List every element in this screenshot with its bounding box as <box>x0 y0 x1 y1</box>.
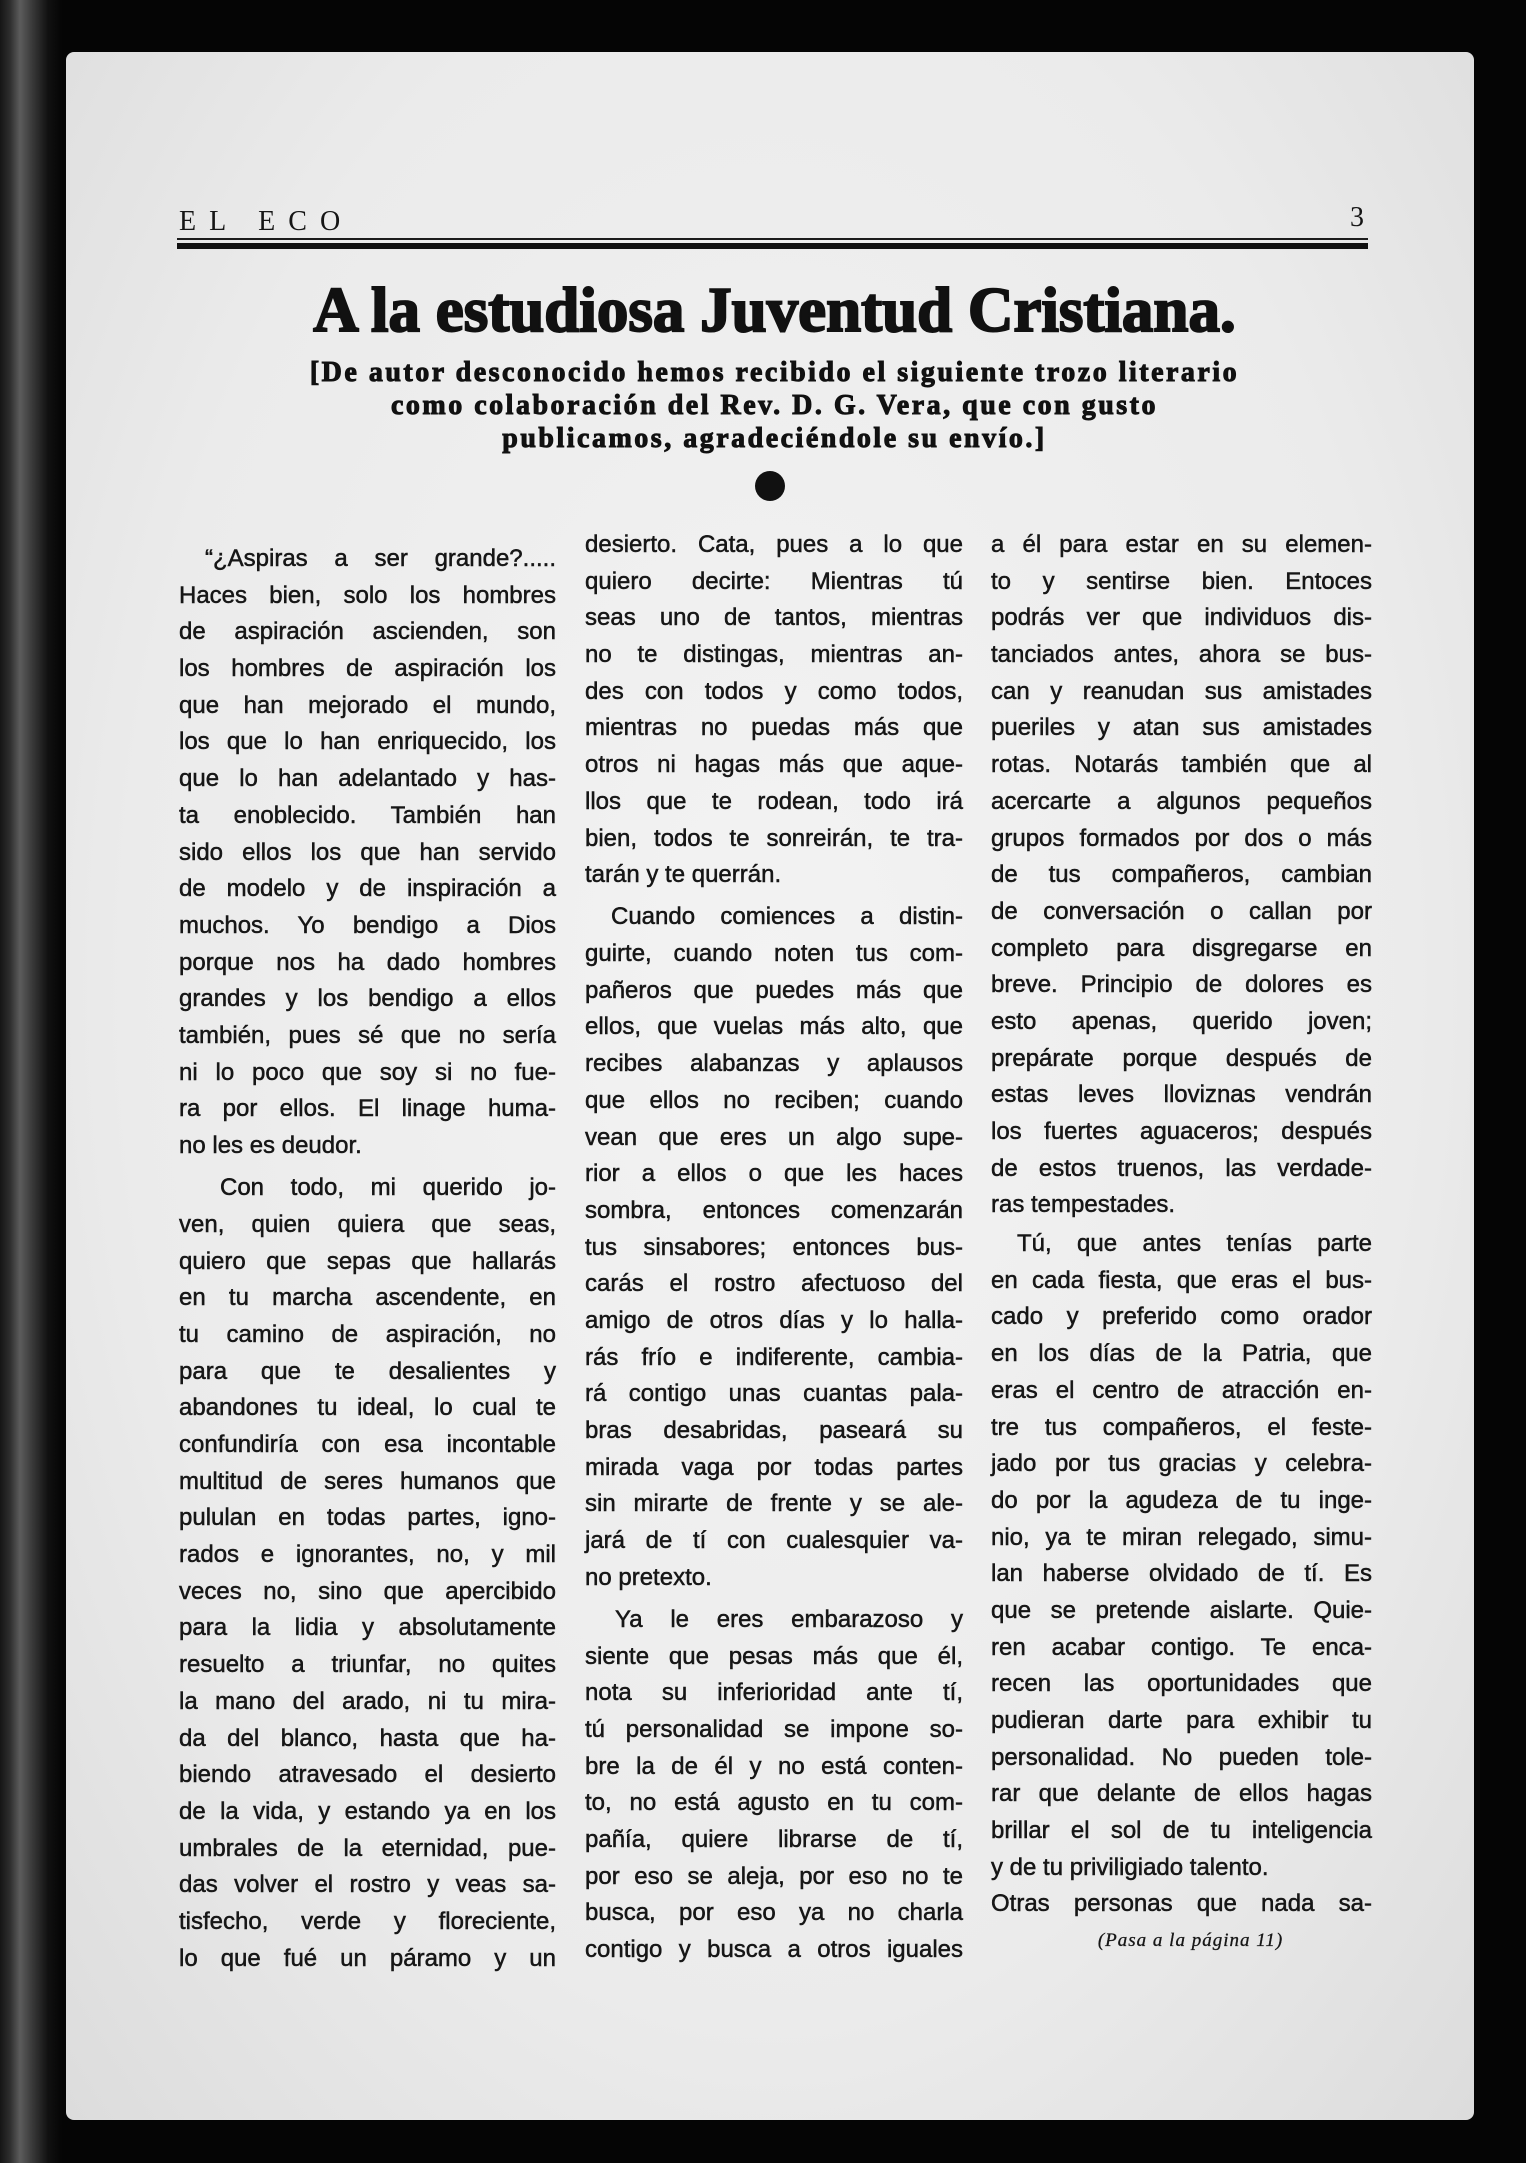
text-line: lo que fué un páramo y un <box>179 1944 556 1972</box>
text-line: ellos, que vuelas más alto, que <box>585 1013 963 1041</box>
text-line: rás frío e indiferente, cambia- <box>585 1343 963 1371</box>
text-line: prepárate porque después de <box>991 1044 1372 1072</box>
text-line: rar que delante de ellos hagas <box>991 1780 1372 1808</box>
text-line: los hombres de aspiración los <box>179 655 556 683</box>
text-line: sombra, entonces comenzarán <box>585 1196 963 1224</box>
text-line: tisfecho, verde y floreciente, <box>179 1907 556 1935</box>
text-line: ras tempestades. <box>991 1191 1176 1219</box>
text-line: can y reanudan sus amistades <box>991 677 1372 705</box>
text-line: tus sinsabores; entonces bus- <box>585 1233 963 1261</box>
text-line: “¿Aspiras a ser grande?..... <box>205 545 556 572</box>
text-line: los que lo han enriquecido, los <box>179 728 556 756</box>
text-line: porque nos ha dado hombres <box>179 948 556 976</box>
paragraph <box>991 1226 1372 1923</box>
text-line: ra por ellos. El linage huma- <box>179 1095 556 1123</box>
text-line: do por la agudeza de tu inge- <box>991 1486 1372 1514</box>
text-line: en cada fiesta, que eras el bus- <box>991 1266 1372 1294</box>
text-line: ni lo poco que soy si no fue- <box>179 1058 556 1086</box>
text-line: pueriles y atan sus amistades <box>991 714 1372 742</box>
text-line: también, pues sé que no sería <box>179 1021 556 1049</box>
text-line: brillar el sol de tu inteligencia <box>991 1817 1372 1845</box>
text-line: carás el rostro afectuoso del <box>585 1270 963 1298</box>
text-line: mirada vaga por todas partes <box>585 1453 963 1481</box>
text-line: nota su inferioridad ante tí, <box>585 1679 963 1707</box>
text-line: tanciados antes, ahora se bus- <box>991 641 1372 669</box>
subtitle-line: como colaboración del Rev. D. G. Vera, que con gusto <box>391 390 1158 421</box>
text-line: de estos truenos, las verdade- <box>991 1154 1372 1182</box>
text-line: grandes y los bendigo a ellos <box>179 985 556 1013</box>
publication-name: EL ECO <box>179 206 354 237</box>
text-line: en tu marcha ascendente, en <box>179 1284 556 1312</box>
text-line: de aspiración ascienden, son <box>179 618 556 646</box>
text-line: tu camino de aspiración, no <box>179 1320 556 1348</box>
text-line: busca, por eso ya no charla <box>585 1899 963 1927</box>
column-2 <box>585 527 963 1969</box>
text-line: quiero decirte: Mientras tú <box>585 567 963 595</box>
text-line: breve. Principio de dolores es <box>991 971 1372 999</box>
text-line: resuelto a triunfar, no quites <box>179 1651 556 1679</box>
text-line: multitud de seres humanos que <box>179 1467 556 1495</box>
text-line: de conversación o callan por <box>991 897 1372 925</box>
paragraph <box>585 899 963 1596</box>
column-3 <box>991 527 1372 1960</box>
text-line: y de tu priviligiado talento. <box>991 1853 1269 1881</box>
text-line: estas leves lloviznas vendrán <box>991 1081 1372 1109</box>
text-line: rotas. Notarás también que al <box>991 751 1372 779</box>
text-line: eras el centro de atracción en- <box>991 1376 1372 1404</box>
text-line: da del blanco, hasta que ha- <box>179 1724 556 1752</box>
text-line: ren acabar contigo. Te enca- <box>991 1633 1372 1661</box>
text-line: para que te desalientes y <box>179 1357 556 1385</box>
text-line: por eso se aleja, por eso no te <box>585 1862 963 1890</box>
text-line: ta enoblecido. También han <box>179 801 556 829</box>
text-line: rá contigo unas cuantas pala- <box>585 1380 963 1408</box>
text-line: siente que pesas más que él, <box>585 1642 963 1670</box>
text-line: rior a ellos o que les haces <box>585 1160 963 1188</box>
text-line: la mano del arado, ni tu mira- <box>179 1687 556 1715</box>
text-line: que se pretende aislarte. Quie- <box>991 1596 1372 1624</box>
text-line: ven, quien quiera que seas, <box>179 1210 556 1238</box>
text-line: tú personalidad se impone so- <box>585 1716 963 1743</box>
text-line: Haces bien, solo los hombres <box>179 581 556 609</box>
text-line: das volver el rostro y veas sa- <box>179 1871 556 1899</box>
article-subtitle <box>177 356 1372 455</box>
header-rule-thin <box>177 238 1368 240</box>
text-line: Tú, que antes tenías parte <box>1017 1230 1372 1258</box>
text-line: de modelo y de inspiración a <box>179 875 556 903</box>
continuation-note: (Pasa a la página 11) <box>1097 1930 1284 1952</box>
text-line: pululan en todas partes, igno- <box>179 1504 556 1532</box>
text-line: Ya le eres embarazoso y <box>615 1605 963 1633</box>
text-line: no te distingas, mientras an- <box>585 641 963 669</box>
text-line: lan haberse olvidado de tí. Es <box>991 1560 1372 1588</box>
text-line: bras desabridas, paseará su <box>585 1417 963 1444</box>
text-line: vean que eres un algo supe- <box>585 1123 963 1151</box>
text-line: nio, ya te miran relegado, simu- <box>991 1523 1372 1551</box>
text-line: no pretexto. <box>585 1563 712 1591</box>
text-line: para la lidia y absolutamente <box>179 1614 556 1642</box>
text-line: en los días de la Patria, que <box>991 1340 1372 1368</box>
text-line: desierto. Cata, pues a lo que <box>585 531 963 558</box>
text-line: que ellos no reciben; cuando <box>585 1086 963 1114</box>
text-line: que han mejorado el mundo, <box>179 691 556 719</box>
header-rule-thick <box>177 243 1368 249</box>
text-line: contigo y busca a otros iguales <box>585 1936 963 1964</box>
text-line: Cuando comiences a distin- <box>611 903 963 931</box>
paragraph <box>179 1170 556 1977</box>
text-line: de la vida, y estando ya en los <box>179 1797 556 1825</box>
text-line: sido ellos los que han servido <box>179 838 556 866</box>
text-line: llos que te rodean, todo irá <box>585 787 963 815</box>
text-line: abandones tu ideal, lo cual te <box>179 1394 556 1422</box>
text-line: recen las oportunidades que <box>991 1670 1372 1698</box>
subtitle-line: publicamos, agradeciéndole su envío.] <box>502 423 1047 454</box>
text-line: pañía, quiere librarse de tí, <box>585 1826 963 1854</box>
text-line: rados e ignorantes, no, y mil <box>179 1541 556 1569</box>
text-line: Con todo, mi querido jo- <box>220 1174 556 1202</box>
text-line: tre tus compañeros, el feste- <box>991 1413 1372 1441</box>
paragraph <box>585 527 963 894</box>
text-line: tarán y te querrán. <box>585 861 782 889</box>
text-line: personalidad. No pueden tole- <box>991 1743 1372 1771</box>
text-line: completo para disgregarse en <box>991 934 1372 962</box>
text-line: pañeros que puedes más que <box>585 976 963 1004</box>
text-line: guirte, cuando noten tus com- <box>585 940 963 968</box>
bullet-ornament <box>755 471 785 501</box>
text-line: bien, todos te sonreirán, te tra- <box>585 824 963 852</box>
paragraph <box>179 541 556 1165</box>
text-line: jará de tí con cualesquier va- <box>585 1527 963 1555</box>
text-line: los fuertes aguaceros; después <box>991 1118 1372 1145</box>
text-line: otros ni hagas más que aque- <box>585 751 963 779</box>
text-line: umbrales de la eternidad, pue- <box>179 1834 556 1862</box>
text-line: acercarte a algunos pequeños <box>991 787 1372 815</box>
text-line: Otras personas que nada sa- <box>991 1890 1372 1918</box>
text-line: biendo atravesado el desierto <box>179 1761 556 1789</box>
text-line: podrás ver que individuos dis- <box>991 604 1372 632</box>
adjacent-page-edge <box>0 0 62 2163</box>
text-line: cado y preferido como orador <box>991 1303 1372 1331</box>
text-line: a él para estar en su elemen- <box>991 531 1372 558</box>
text-line: no les es deudor. <box>179 1132 362 1159</box>
text-line: seas uno de tantos, mientras <box>585 604 963 632</box>
text-line: to y sentirse bien. Entoces <box>991 567 1372 595</box>
text-line: confundiría con esa incontable <box>179 1431 556 1458</box>
text-line: bre la de él y no está conten- <box>585 1752 963 1780</box>
text-line: esto apenas, querido joven; <box>991 1007 1372 1035</box>
column-1 <box>179 541 556 1977</box>
text-line: de tus compañeros, cambian <box>991 861 1372 889</box>
text-line: amigo de otros días y lo halla- <box>585 1306 963 1334</box>
text-line: muchos. Yo bendigo a Dios <box>179 911 556 939</box>
text-line: que lo han adelantado y has- <box>179 765 556 793</box>
text-line: veces no, sino que apercibido <box>179 1577 556 1605</box>
text-line: quiero que sepas que hallarás <box>179 1247 556 1275</box>
text-line: grupos formados por dos o más <box>991 824 1372 852</box>
text-line: to, no está agusto en tu com- <box>585 1789 963 1817</box>
page-number: 3 <box>1350 202 1364 233</box>
text-line: sin mirarte de frente y se ale- <box>585 1490 963 1518</box>
text-line: des con todos y como todos, <box>585 677 963 705</box>
text-line: jado por tus gracias y celebra- <box>991 1450 1372 1478</box>
paragraph <box>991 527 1372 1224</box>
text-line: recibes alabanzas y aplausos <box>585 1050 963 1078</box>
text-line: pudieran darte para exhibir tu <box>991 1707 1372 1734</box>
text-line: mientras no puedas más que <box>585 714 963 742</box>
subtitle-line: [De autor desconocido hemos recibido el siguiente trozo literario <box>309 357 1240 388</box>
article-title: A la estudiosa Juventud Cristiana. <box>313 275 1236 345</box>
paragraph <box>585 1602 963 1969</box>
